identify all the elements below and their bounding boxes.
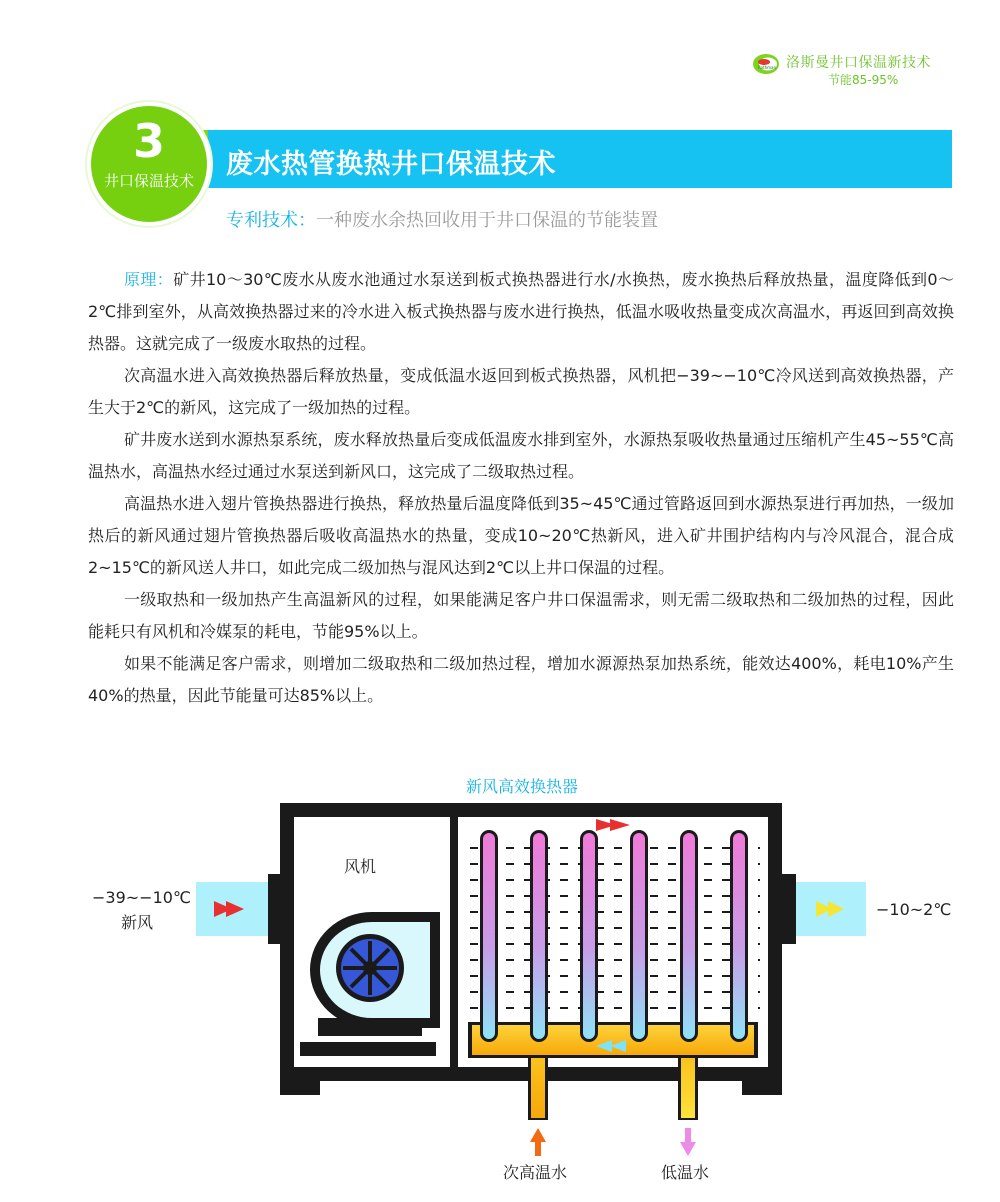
heat-exchanger-label: 新风高效换热器 bbox=[466, 777, 579, 796]
paragraph-2: 次高温水进入高效换热器后释放热量，变成低温水返回到板式换热器，风机把−39~−10℃冷风送到高效换热器，产生大于2℃的新风，这完成了一级加热的过程。 bbox=[88, 366, 954, 417]
heat-exchanger-diagram bbox=[0, 760, 1000, 1202]
principle-body bbox=[88, 264, 954, 712]
hot-water-up-arrow-icon bbox=[530, 1128, 546, 1156]
patent-subtitle bbox=[226, 206, 658, 232]
brand-header bbox=[752, 50, 972, 90]
diagram-svg bbox=[0, 760, 1000, 1202]
patent-text: 一种废水余热回收用于井口保温的节能装置 bbox=[316, 210, 658, 231]
paragraph-1 bbox=[88, 264, 954, 360]
paragraph-6: 如果不能满足客户需求，则增加二级取热和二级加热过程，增加水源源热泵加热系统，能效达400%，耗电10%产生40%的热量，因此节能量可达85%以上。 bbox=[88, 654, 954, 705]
inlet-air-label: 新风 bbox=[121, 913, 154, 932]
section-number: 3 bbox=[132, 114, 165, 168]
paragraph-3: 矿井废水送到水源热泵系统，废水释放热量后变成低温废水排到室外，水源热泵吸收热量通过压缩机产生45~55℃高温热水，高温热水经过通过水泵送到新风口，这完成了二级取热过程。 bbox=[88, 430, 954, 481]
principle-label: 原理： bbox=[124, 270, 174, 289]
foot-right bbox=[742, 1081, 782, 1095]
inlet-temp-label: −39~−10℃ bbox=[92, 888, 191, 907]
fan-base bbox=[300, 1042, 436, 1056]
outlet-duct-frame bbox=[782, 874, 796, 944]
patent-label: 专利技术： bbox=[226, 210, 316, 231]
svg-text:Rothman: Rothman bbox=[757, 65, 777, 70]
fan-label: 风机 bbox=[344, 857, 377, 876]
paragraph-5: 一级取热和一级加热产生高温新风的过程，如果能满足客户井口保温需求，则无需二级取热和二级加热的过程，因此能耗只有风机和冷媒泵的耗电，节能95%以上。 bbox=[88, 590, 954, 641]
paragraph-1-text: 矿井10～30℃废水从废水池通过水泵送到板式换热器进行水/水换热，废水换热后释放热量，温度降低到0～2℃排到室外，从高效换热器过来的冷水进入板式换热器与废水进行换热，低温水吸收热量变成次高温水，再返回到高效换热器。这就完成了一级废水取热的过程。 bbox=[88, 270, 954, 353]
brand-tagline: 节能85-95% bbox=[828, 73, 899, 87]
section-category-label: 井口保温技术 bbox=[103, 172, 194, 190]
section-title-banner bbox=[196, 130, 952, 188]
paragraph-4: 高温热水进入翅片管换热器进行换热，释放热量后温度降低到35~45℃通过管路返回到水源热泵进行再加热，一级加热后的新风通过翅片管换热器后吸收高温热水的热量，变成10~20℃热新风，进入矿井围护结构内与冷风混合，混合成2~15℃的新风送人井口，如此完成二级加热与混风达到2℃以上井口保温的过程。 bbox=[88, 494, 954, 577]
cold-water-down-arrow-icon bbox=[680, 1128, 696, 1156]
section-number-badge bbox=[87, 102, 211, 226]
fan-stand bbox=[318, 1018, 422, 1036]
brand-swirl-logo-icon bbox=[752, 52, 782, 76]
brand-title: 洛斯曼井口保温新技术 bbox=[786, 55, 931, 71]
page-title: 废水热管换热井口保温技术 bbox=[226, 149, 556, 180]
secondary-hot-water-label: 次高温水 bbox=[503, 1163, 568, 1182]
foot-left bbox=[280, 1081, 320, 1095]
low-temp-water-label: 低温水 bbox=[661, 1163, 710, 1182]
inlet-duct-frame bbox=[268, 874, 280, 944]
outlet-temp-label: −10~2℃ bbox=[876, 900, 952, 919]
